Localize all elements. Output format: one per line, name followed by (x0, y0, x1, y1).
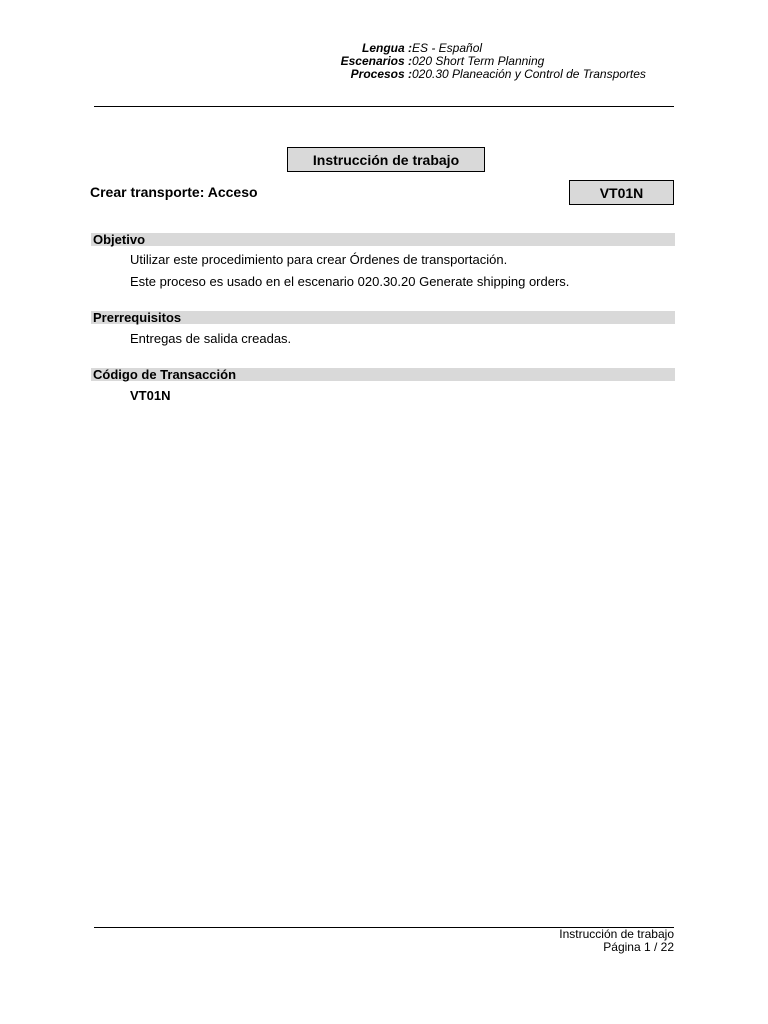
objetivo-line-2: Este proceso es usado en el escenario 020.30.20 Generate shipping orders. (130, 274, 570, 289)
document-type-label: Instrucción de trabajo (312, 151, 460, 168)
page-footer (559, 928, 674, 954)
lengua-value: ES - Español (412, 41, 483, 55)
procesos-value: 020.30 Planeación y Control de Transportes (412, 67, 646, 81)
metadata-procesos (300, 68, 646, 81)
transaction-code-value: VT01N (130, 388, 171, 403)
page-title: Crear transporte: Acceso (90, 184, 258, 200)
section-heading-objetivo: Objetivo (91, 233, 675, 246)
document-type-box (287, 147, 485, 172)
section-heading-prerrequisitos: Prerrequisitos (91, 311, 675, 324)
lengua-label: Lengua : (362, 41, 412, 55)
procesos-label: Procesos : (350, 67, 412, 81)
section-heading-codigo: Código de Transacción (91, 368, 675, 381)
prerrequisitos-line-1: Entregas de salida creadas. (130, 331, 292, 346)
transaction-code-box (569, 180, 674, 205)
footer-doc-type: Instrucción de trabajo (559, 927, 674, 941)
escenarios-value: 020 Short Term Planning (412, 54, 545, 68)
objetivo-line-1: Utilizar este procedimiento para crear Órdenes de transportación. (130, 252, 508, 267)
transaction-code-label: VT01N (599, 184, 644, 201)
footer-page-number: Página 1 / 22 (603, 940, 674, 954)
document-metadata (300, 42, 646, 81)
header-divider (94, 106, 674, 107)
escenarios-label: Escenarios : (340, 54, 412, 68)
